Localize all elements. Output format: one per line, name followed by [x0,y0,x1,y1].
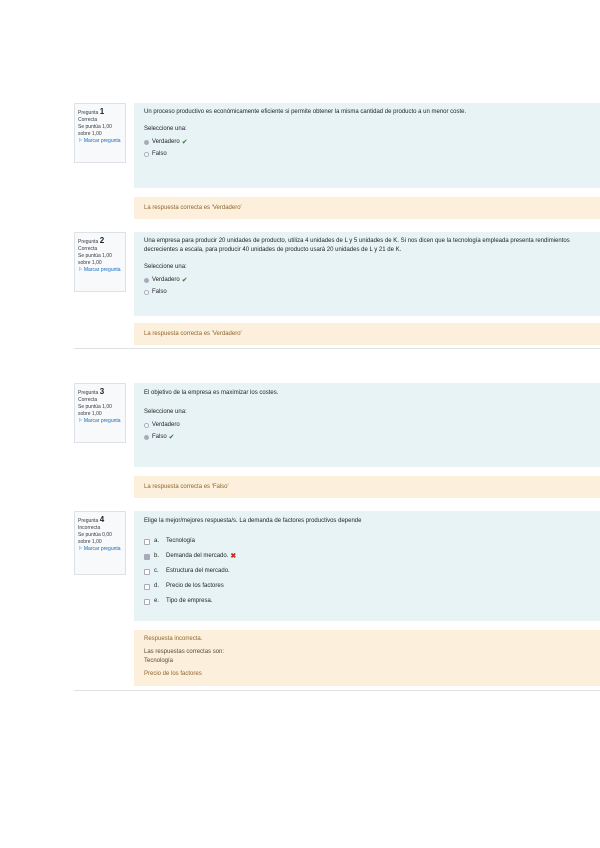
option-label: Verdadero [152,421,180,428]
feedback-status: Respuesta incorrecta. [144,636,203,642]
question-info [74,383,126,443]
question-2 [74,232,600,348]
question-number: Pregunta 3 [78,387,105,396]
option-label: Verdadero [152,138,180,145]
option-letter: e. [154,598,160,604]
question-1 [74,103,600,221]
feedback-box [134,476,600,498]
correct-icon: ✔ [181,276,188,284]
answer-option-false[interactable] [144,286,590,298]
right-answer: La respuesta correcta es 'Verdadero' [144,331,242,337]
option-label: Tecnología [166,538,196,544]
question-grade: Se puntúa 1,00 sobre 1,00 [78,124,112,137]
option-label: Falso [152,150,167,157]
question-state: Correcta [78,397,98,403]
question-state: Correcta [78,117,98,123]
incorrect-icon: ✖ [230,553,237,560]
question-state: Incorrecta [78,525,101,531]
radio-button[interactable] [144,278,149,283]
question-text: Elige la mejor/mejores respuesta/s. La demanda de factores productivos depende [144,518,362,524]
option-label: Falso [152,433,167,440]
checkbox[interactable] [144,539,150,545]
question-3 [74,383,600,501]
option-letter: d. [154,583,160,589]
feedback-box [134,323,600,345]
question-text: Un proceso productivo es económicamente eficiente si permite obtener la misma cantidad de producto a un menor coste. [144,109,467,115]
question-grade: Se puntúa 1,00 sobre 1,00 [78,404,112,417]
answer-option-b[interactable] [144,549,590,564]
question-info [74,103,126,163]
right-answer: La respuesta correcta es 'Verdadero' [144,205,242,211]
correct-icon: ✔ [181,138,188,146]
option-letter: c. [154,568,159,574]
flag-icon: ⚐ [78,418,83,424]
option-label: Verdadero [152,276,180,283]
answer-option-false[interactable] [144,148,590,160]
question-info [74,511,126,575]
answer-prompt: Seleccione una: [144,409,187,415]
answer-option-true[interactable] [144,274,590,286]
feedback-intro: Las respuestas correctas son: [144,649,225,655]
checkbox[interactable] [144,569,150,575]
answer-option-c[interactable] [144,564,590,579]
question-grade: Se puntúa 1,00 sobre 1,00 [78,253,112,266]
radio-button[interactable] [144,290,149,295]
flag-icon: ⚐ [78,138,83,144]
question-state: Correcta [78,246,98,252]
feedback-box [134,630,600,686]
question-text: Una empresa para producir 20 unidades de producto, utiliza 4 unidades de L y 5 unidades de K. Si nos dicen que la tecnología empleada presenta rendimientos decrecientes a escala, para producir 40 unidades de producto usará 20 unidades de L y 21 de K. [144,238,570,253]
question-text: El objetivo de la empresa es maximizar los costes. [144,390,279,396]
option-label: Demanda del mercado. [166,553,229,559]
flag-question-link[interactable]: ⚐ Marcar pregunta [78,546,121,552]
option-label: Estructura del mercado. [166,568,230,574]
radio-button[interactable] [144,140,149,145]
flag-question-link[interactable]: ⚐ Marcar pregunta [78,418,121,424]
question-number: Pregunta 2 [78,236,105,245]
checkbox[interactable] [144,584,150,590]
checkbox[interactable] [144,599,150,605]
option-letter: b. [154,553,160,559]
correct-answer: Tecnología [144,658,174,664]
question-info [74,232,126,292]
answer-prompt: Seleccione una: [144,264,187,270]
answer-option-e[interactable] [144,594,590,609]
flag-question-link[interactable]: ⚐ Marcar pregunta [78,138,121,144]
question-number: Pregunta 4 [78,515,105,524]
radio-button[interactable] [144,423,149,428]
correct-answer: Precio de los factores [144,671,202,677]
answer-option-true[interactable] [144,136,590,148]
correct-icon: ✔ [168,433,175,441]
question-grade: Se puntúa 0,00 sobre 1,00 [78,532,112,545]
flag-icon: ⚐ [78,267,83,273]
answer-prompt: Seleccione una: [144,126,187,132]
option-label: Tipo de empresa. [166,598,213,604]
divider [74,348,600,349]
question-formulation [134,383,600,467]
radio-button[interactable] [144,152,149,157]
answer-option-d[interactable] [144,579,590,594]
answer-option-true[interactable] [144,419,590,431]
option-label: Falso [152,288,167,295]
question-formulation [134,232,600,316]
question-formulation [134,511,600,621]
option-letter: a. [154,538,160,544]
flag-icon: ⚐ [78,546,83,552]
checkbox[interactable] [144,554,150,560]
radio-button[interactable] [144,435,149,440]
question-4 [74,511,600,691]
answer-option-a[interactable] [144,534,590,549]
question-number: Pregunta 1 [78,107,105,116]
divider [74,690,600,691]
answer-option-false[interactable] [144,431,590,443]
right-answer: La respuesta correcta es 'Falso' [144,484,229,490]
question-formulation [134,103,600,188]
flag-question-link[interactable]: ⚐ Marcar pregunta [78,267,121,273]
feedback-box [134,197,600,219]
option-label: Precio de los factores [166,583,224,589]
